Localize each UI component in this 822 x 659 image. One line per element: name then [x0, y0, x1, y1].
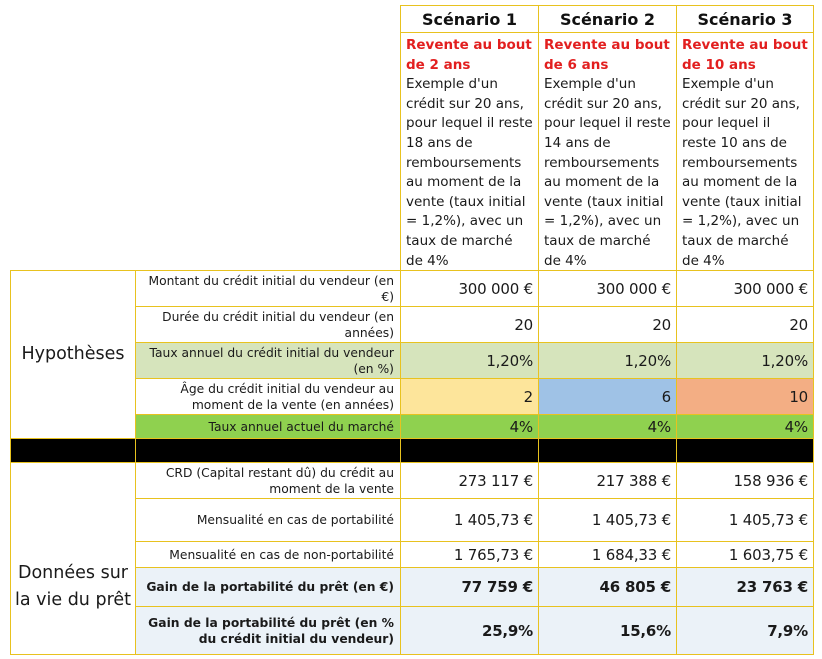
group-donnees-label: Données sur la vie du prêt: [15, 562, 132, 610]
row-label-text: Taux annuel du crédit initial du vendeur (en %): [149, 345, 394, 376]
cell-gain-euros-s3: 23 763 €: [676, 567, 814, 607]
cell-gain-euros-s2: 46 805 €: [538, 567, 677, 607]
scenario-3-title: Scénario 3: [697, 9, 793, 29]
cell-mensualite-portabilite-s3: 1 405,73 €: [676, 498, 814, 542]
scenario-3-description: [676, 32, 814, 271]
cell-crd-s2: 217 388 €: [538, 462, 677, 499]
scenario-3-header: [676, 5, 814, 33]
row-label-age: [135, 378, 401, 415]
cell-taux-marche-s2: 4%: [538, 414, 677, 439]
row-label-mensualite-non-portabilite: [135, 541, 401, 568]
cell-gain-pourcent-s2: 15,6%: [538, 606, 677, 655]
scenario-2-header: [538, 5, 677, 33]
cell-mensualite-non-portabilite-s1: 1 765,73 €: [400, 541, 539, 568]
cell-taux-initial-s2: 1,20%: [538, 342, 677, 379]
row-label-taux-initial: [135, 342, 401, 379]
cell-montant-s3: 300 000 €: [676, 270, 814, 307]
separator-cell: [538, 438, 677, 463]
cell-duree-s2: 20: [538, 306, 677, 343]
scenario-3-text: Exemple d'un crédit sur 20 ans, pour lequel il reste 10 ans de remboursements au moment de la vente (taux initial = 1,2%), avec un taux de marché de 4%: [682, 76, 802, 269]
group-hypotheses-label: Hypothèses: [21, 344, 125, 364]
row-label-text: Taux annuel actuel du marché: [208, 419, 394, 434]
scenario-1-header: [400, 5, 539, 33]
row-label-gain-euros: [135, 567, 401, 607]
row-label-mensualite-portabilite: [135, 498, 401, 542]
separator-cell: [400, 438, 539, 463]
group-donnees: [10, 462, 136, 655]
row-label-text: CRD (Capital restant dû) du crédit au moment de la vente: [165, 465, 394, 496]
row-label-text: Gain de la portabilité du prêt (en €): [146, 580, 394, 594]
scenario-1-title: Scénario 1: [421, 9, 518, 29]
cell-gain-pourcent-s1: 25,9%: [400, 606, 539, 655]
cell-gain-euros-s1: 77 759 €: [400, 567, 539, 607]
scenario-1-text: Exemple d'un crédit sur 20 ans, pour lequel il reste 18 ans de remboursements au moment de la vente (taux initial = 1,2%), avec un taux de marché de 4%: [406, 76, 533, 269]
scenario-2-description: [538, 32, 677, 271]
cell-taux-marche-s3: 4%: [676, 414, 814, 439]
cell-taux-marche-s1: 4%: [400, 414, 539, 439]
cell-mensualite-portabilite-s2: 1 405,73 €: [538, 498, 677, 542]
cell-montant-s1: 300 000 €: [400, 270, 539, 307]
cell-mensualite-non-portabilite-s2: 1 684,33 €: [538, 541, 677, 568]
scenario-2-highlight: Revente au bout de 6 ans: [544, 37, 670, 73]
scenario-3-highlight: Revente au bout de 10 ans: [682, 37, 808, 73]
separator-cell: [135, 438, 401, 463]
row-label-duree: [135, 306, 401, 343]
cell-taux-initial-s3: 1,20%: [676, 342, 814, 379]
row-label-text: Gain de la portabilité du prêt (en % du crédit initial du vendeur): [148, 615, 394, 646]
cell-crd-s3: 158 936 €: [676, 462, 814, 499]
cell-taux-initial-s1: 1,20%: [400, 342, 539, 379]
row-label-crd: [135, 462, 401, 499]
row-label-montant: [135, 270, 401, 307]
cell-duree-s3: 20: [676, 306, 814, 343]
group-hypotheses: [10, 270, 136, 439]
cell-age-s1: 2: [400, 378, 539, 415]
row-label-gain-pourcent: [135, 606, 401, 655]
cell-mensualite-portabilite-s1: 1 405,73 €: [400, 498, 539, 542]
scenario-2-text: Exemple d'un crédit sur 20 ans, pour lequel il reste 14 ans de remboursements au moment de la vente (taux initial = 1,2%), avec un taux de marché de 4%: [544, 76, 671, 269]
row-label-text: Mensualité en cas de non-portabilité: [169, 547, 394, 562]
cell-age-s3: 10: [676, 378, 814, 415]
scenario-2-title: Scénario 2: [559, 9, 656, 29]
cell-crd-s1: 273 117 €: [400, 462, 539, 499]
row-label-text: Mensualité en cas de portabilité: [196, 513, 394, 527]
scenario-1-description: [400, 32, 539, 271]
row-label-taux-marche: [135, 414, 401, 439]
cell-age-s2: 6: [538, 378, 677, 415]
cell-montant-s2: 300 000 €: [538, 270, 677, 307]
cell-gain-pourcent-s3: 7,9%: [676, 606, 814, 655]
cell-duree-s1: 20: [400, 306, 539, 343]
cell-mensualite-non-portabilite-s3: 1 603,75 €: [676, 541, 814, 568]
row-label-text: Montant du crédit initial du vendeur (en €): [148, 273, 394, 304]
scenario-1-highlight: Revente au bout de 2 ans: [406, 37, 532, 73]
row-label-text: Âge du crédit initial du vendeur au moment de la vente (en années): [180, 381, 394, 412]
separator-cell: [10, 438, 136, 463]
row-label-text: Durée du crédit initial du vendeur (en années): [162, 309, 394, 340]
separator-cell: [676, 438, 814, 463]
